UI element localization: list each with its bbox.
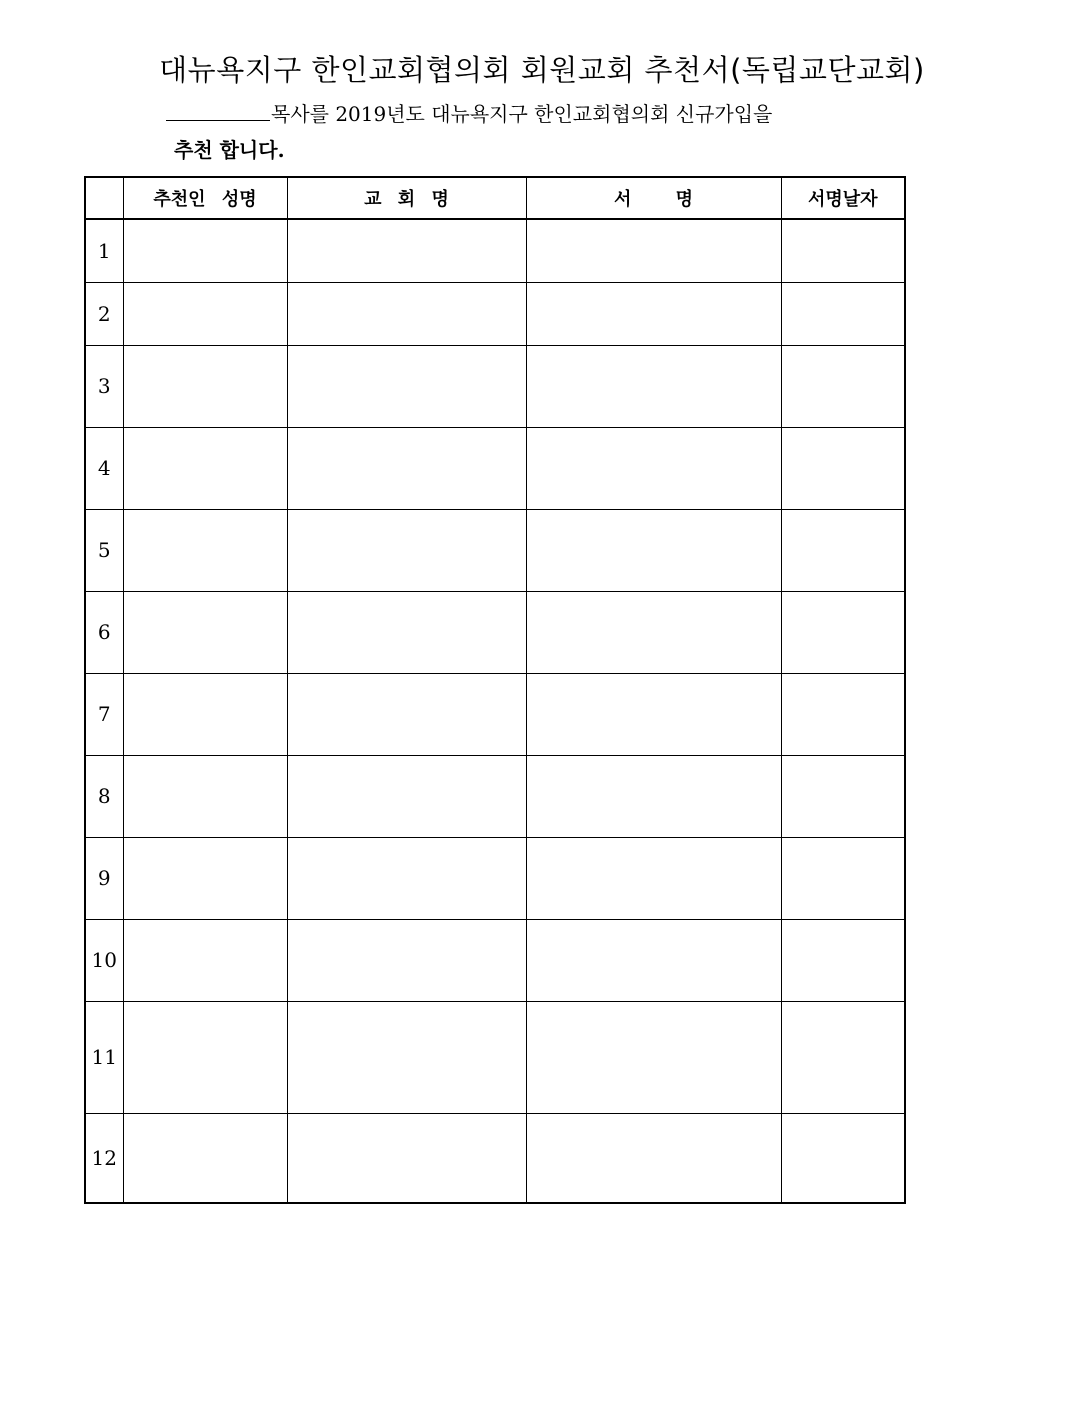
signature-date-cell[interactable]: [781, 837, 905, 919]
header-signature: 서 명: [526, 177, 781, 219]
church-name-cell[interactable]: [287, 219, 526, 282]
row-number: 12: [85, 1113, 123, 1203]
recommender-name-cell[interactable]: [123, 755, 287, 837]
signature-date-cell[interactable]: [781, 509, 905, 591]
church-name-cell[interactable]: [287, 1113, 526, 1203]
row-number: 8: [85, 755, 123, 837]
signature-cell[interactable]: [526, 282, 781, 345]
row-number: 3: [85, 345, 123, 427]
row-number: 5: [85, 509, 123, 591]
row-number: 10: [85, 919, 123, 1001]
recommender-name-cell[interactable]: [123, 1113, 287, 1203]
pastor-name-blank[interactable]: [166, 100, 270, 121]
signature-cell[interactable]: [526, 837, 781, 919]
recommender-name-cell[interactable]: [123, 591, 287, 673]
church-name-cell[interactable]: [287, 509, 526, 591]
table-row: [85, 919, 905, 1001]
intro-line-2: 추천 합니다.: [174, 138, 285, 162]
row-number: 6: [85, 591, 123, 673]
table-row: [85, 219, 905, 282]
table-row: [85, 1113, 905, 1203]
signature-date-cell[interactable]: [781, 919, 905, 1001]
signature-date-cell[interactable]: [781, 219, 905, 282]
signature-cell[interactable]: [526, 591, 781, 673]
church-name-cell[interactable]: [287, 755, 526, 837]
signature-date-cell[interactable]: [781, 755, 905, 837]
row-number: 11: [85, 1001, 123, 1113]
signature-date-cell[interactable]: [781, 1001, 905, 1113]
signature-cell[interactable]: [526, 219, 781, 282]
church-name-cell[interactable]: [287, 919, 526, 1001]
recommender-name-cell[interactable]: [123, 282, 287, 345]
table-header-row: [85, 177, 905, 219]
table-row: [85, 345, 905, 427]
table-row: [85, 755, 905, 837]
church-name-cell[interactable]: [287, 1001, 526, 1113]
recommender-name-cell[interactable]: [123, 427, 287, 509]
row-number: 2: [85, 282, 123, 345]
signature-date-cell[interactable]: [781, 673, 905, 755]
church-name-cell[interactable]: [287, 282, 526, 345]
signature-date-cell[interactable]: [781, 591, 905, 673]
header-number: [85, 177, 123, 219]
signature-cell[interactable]: [526, 427, 781, 509]
recommender-name-cell[interactable]: [123, 837, 287, 919]
signature-date-cell[interactable]: [781, 282, 905, 345]
recommendation-table: [84, 176, 906, 1204]
row-number: 1: [85, 219, 123, 282]
recommender-name-cell[interactable]: [123, 345, 287, 427]
signature-date-cell[interactable]: [781, 1113, 905, 1203]
church-name-cell[interactable]: [287, 837, 526, 919]
intro-line-1: [166, 98, 772, 127]
table-row: [85, 673, 905, 755]
row-number: 4: [85, 427, 123, 509]
church-name-cell[interactable]: [287, 427, 526, 509]
church-name-cell[interactable]: [287, 345, 526, 427]
signature-cell[interactable]: [526, 345, 781, 427]
row-number: 9: [85, 837, 123, 919]
table-row: [85, 837, 905, 919]
table-row: [85, 1001, 905, 1113]
row-number: 7: [85, 673, 123, 755]
recommender-name-cell[interactable]: [123, 1001, 287, 1113]
table-row: [85, 282, 905, 345]
signature-cell[interactable]: [526, 1001, 781, 1113]
header-recommender-name: 추천인 성명: [123, 177, 287, 219]
recommender-name-cell[interactable]: [123, 509, 287, 591]
recommender-name-cell[interactable]: [123, 919, 287, 1001]
signature-cell[interactable]: [526, 673, 781, 755]
table-row: [85, 509, 905, 591]
signature-date-cell[interactable]: [781, 345, 905, 427]
table-row: [85, 427, 905, 509]
table-row: [85, 591, 905, 673]
recommender-name-cell[interactable]: [123, 673, 287, 755]
signature-cell[interactable]: [526, 509, 781, 591]
document-title: 대뉴욕지구 한인교회협의회 회원교회 추천서(독립교단교회): [159, 53, 925, 87]
intro-line-1-text: 목사를 2019년도 대뉴욕지구 한인교회협의회 신규가입을: [271, 102, 773, 126]
recommender-name-cell[interactable]: [123, 219, 287, 282]
signature-cell[interactable]: [526, 919, 781, 1001]
signature-cell[interactable]: [526, 1113, 781, 1203]
church-name-cell[interactable]: [287, 673, 526, 755]
signature-cell[interactable]: [526, 755, 781, 837]
header-church-name: 교 회 명: [287, 177, 526, 219]
header-signature-date: 서명날자: [781, 177, 905, 219]
church-name-cell[interactable]: [287, 591, 526, 673]
signature-date-cell[interactable]: [781, 427, 905, 509]
